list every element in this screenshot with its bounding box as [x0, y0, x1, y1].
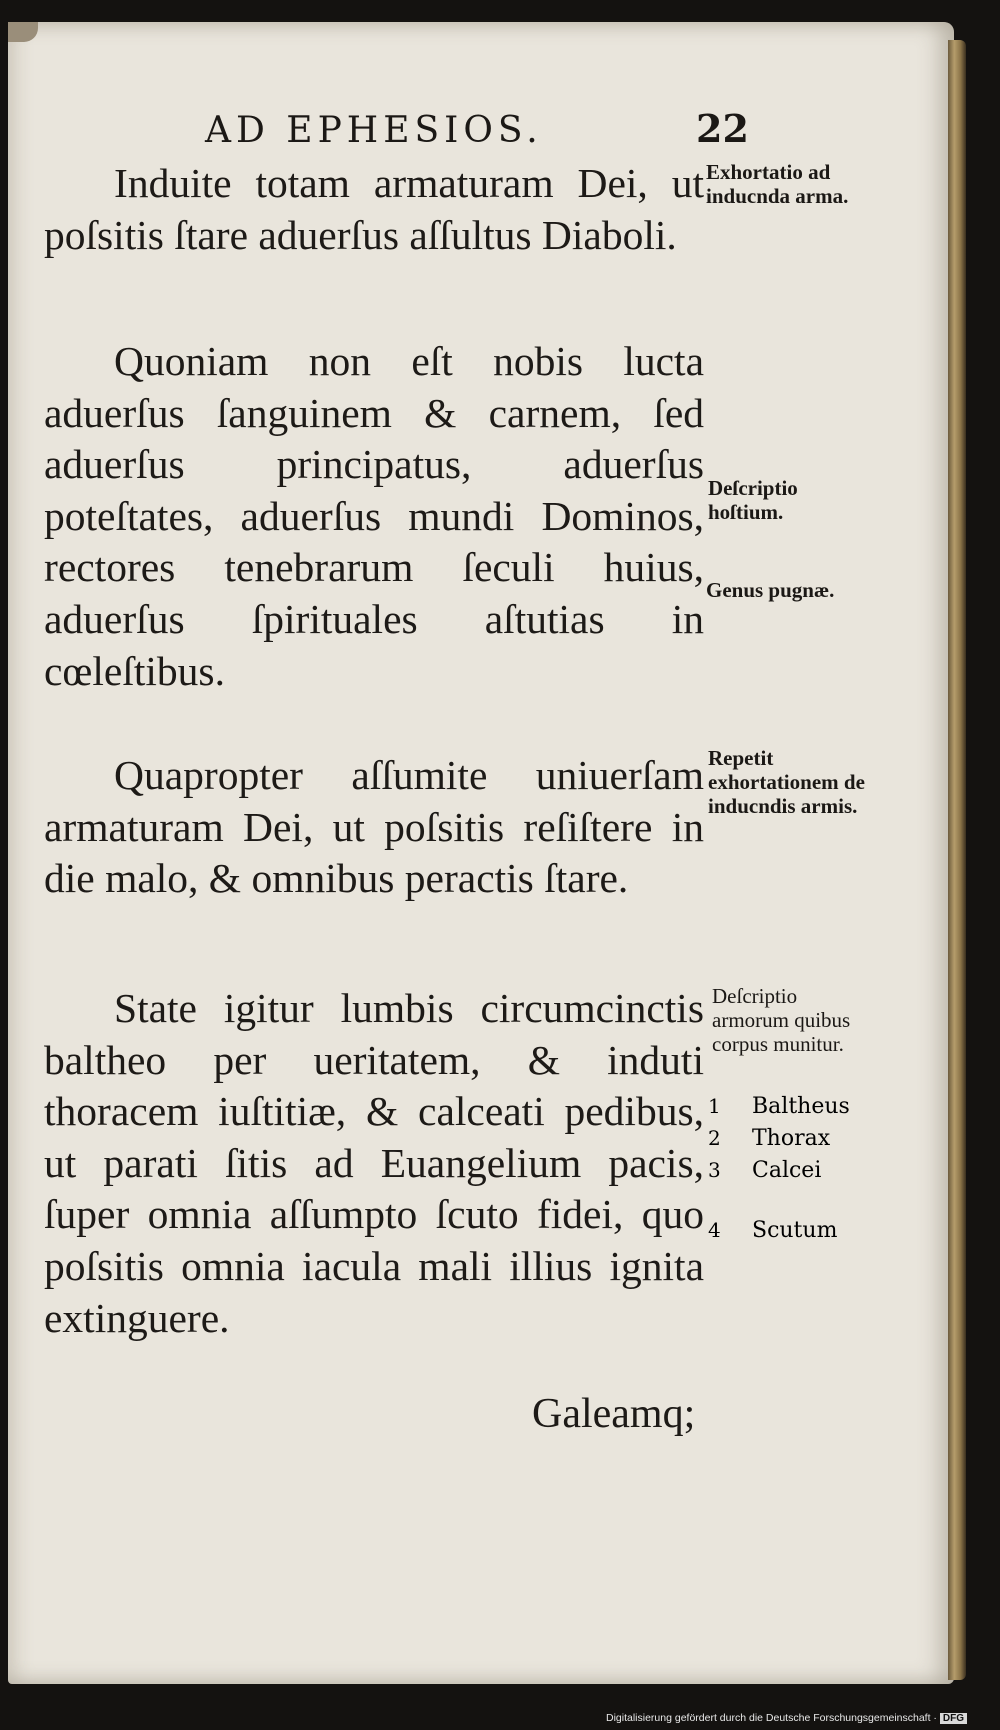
marginal-note-3: Genus pugnæ.	[706, 578, 835, 602]
page-edge	[948, 40, 966, 1680]
armor-name: Thorax	[752, 1126, 831, 1151]
credit-text: Digitalisierung gefördert durch die Deutsche Forschungsgemeinschaft ·	[606, 1712, 937, 1724]
armor-item	[708, 1094, 868, 1126]
armor-name: Calcei	[752, 1158, 822, 1183]
digitization-credit	[606, 1712, 967, 1724]
armor-number: 2	[708, 1126, 721, 1150]
armor-name: Scutum	[752, 1218, 838, 1243]
page-corner	[8, 22, 38, 42]
armor-number: 4	[708, 1218, 721, 1242]
armor-number: 1	[708, 1094, 721, 1118]
armor-name: Baltheus	[752, 1094, 850, 1119]
marginal-note-4: Repetit exhortationem de inducndis armis.	[708, 746, 865, 818]
marginal-note-5: Deſcriptio armorum quibus corpus munitur.	[712, 984, 851, 1056]
armor-item	[708, 1218, 868, 1250]
armor-list	[708, 1094, 868, 1250]
page-number: 22	[696, 106, 749, 151]
catchword: Galeamq;	[532, 1391, 696, 1437]
running-head: AD EPHESIOS.	[205, 110, 543, 151]
paragraph-4: State igitur lumbis circumcinctis baltheo per ueritatem, & induti thoracem iuſtitiæ, & calceati pedibus, ut parati ſitis ad Euangelium pacis, ſuper omnia aſſumpto ſcuto fidei, quo poſsitis omnia iacula mali illius ignita extinguere.	[44, 985, 704, 1341]
dfg-logo: DFG	[940, 1713, 967, 1724]
armor-item	[708, 1158, 868, 1190]
paragraph-3: Quapropter aſſumite uniuerſam armaturam Dei, ut poſsitis reſiſtere in die malo, & omnibus peractis ſtare.	[44, 752, 704, 902]
marginal-note-1: Exhortatio ad inducnda arma.	[706, 160, 849, 208]
paragraph-1: Induite totam armaturam Dei, ut poſsitis ſtare aduerſus aſſultus Diaboli.	[44, 160, 704, 258]
armor-item	[708, 1126, 868, 1158]
page-header	[0, 106, 1000, 151]
marginal-note-2: Deſcriptio hoſtium.	[708, 476, 798, 524]
armor-number: 3	[708, 1158, 721, 1182]
paragraph-2: Quoniam non eſt nobis lucta aduerſus ſanguinem & carnem, ſed aduerſus principatus, aduerſus poteſtates, aduerſus mundi Dominos, rectores tenebrarum ſeculi huius, aduerſus ſpirituales aſtutias in cœleſtibus.	[44, 338, 704, 694]
